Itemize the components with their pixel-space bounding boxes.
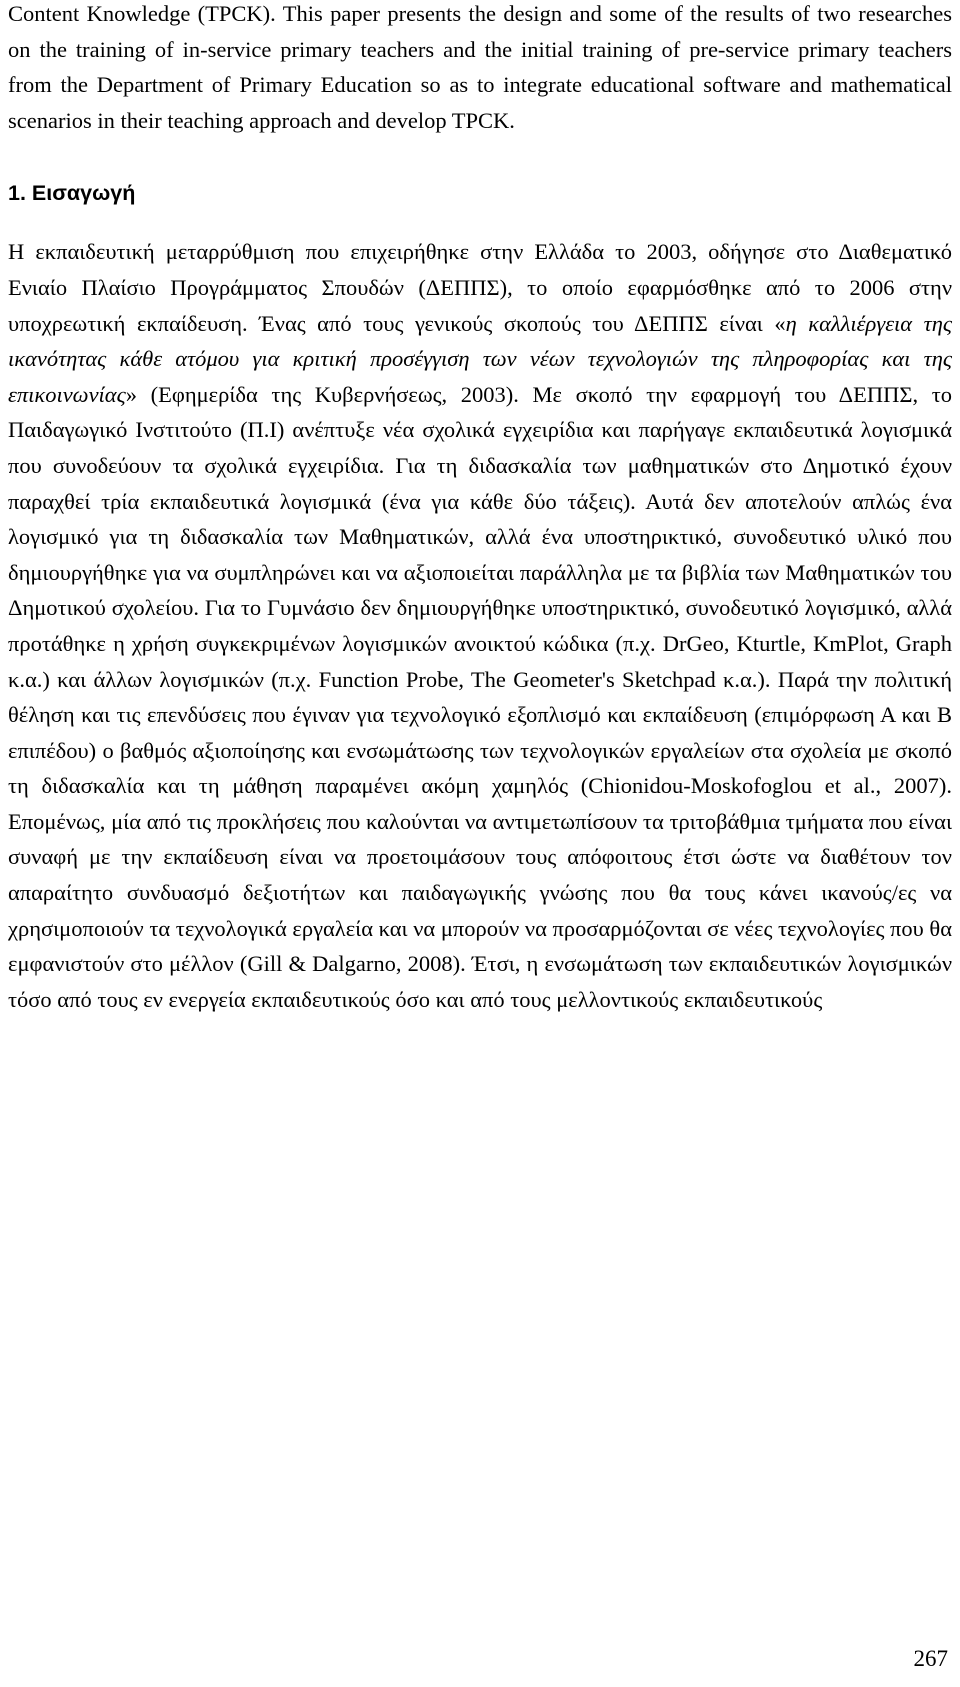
page-number: 267 xyxy=(913,1646,948,1671)
page-body xyxy=(8,0,952,1017)
intro-quote: η καλλιέργεια της ικανότητας κάθε ατόμου για κριτική προσέγγιση των νέων τεχνολογιών της πληροφορίας και της επικοινωνίας xyxy=(8,310,952,407)
abstract-paragraph: Content Knowledge (TPCK). This paper presents the design and some of the results of two researches on the training of in-service primary teachers and the initial training of pre-service primary teachers from the Department of Primary Education so as to integrate educational software and mathematical scenarios in their teaching approach and develop TPCK. xyxy=(8,1,952,133)
intro-text-part1: Η εκπαιδευτική μεταρρύθμιση που επιχειρήθηκε στην Ελλάδα το 2003, οδήγησε στο Διαθεματικό Ενιαίο Πλαίσιο Προγράμματος Σπουδών (ΔΕΠΠΣ), το οποίο εφαρμόσθηκε από το 2006 στην υποχρεωτική εκπαίδευση. Ένας από τους γενικούς σκοπούς του ΔΕΠΠΣ είναι « xyxy=(8,239,952,336)
intro-text-part2: » (Εφημερίδα της Κυβερνήσεως, 2003). Με σκοπό την εφαρμογή του ΔΕΠΠΣ, το Παιδαγωγικό Ινστιτούτο (Π.Ι) ανέπτυξε νέα σχολικά εγχειρίδια και παρήγαγε εκπαιδευτικά λογισμικά που συνοδεύουν τα σχολικά εγχειρίδια. Για τη διδασκαλία των μαθηματικών στο Δημοτικό έχουν παραχθεί τρία εκπαιδευτικά λογισμικά (ένα για κάθε δύο τάξεις). Αυτά δεν αποτελούν απλώς ένα λογισμικό για τη διδασκαλία των Μαθηματικών, αλλά ένα υποστηρικτικό, συνοδευτικό υλικό που δημιουργήθηκε για να συμπληρώνει και να αξιοποιείται παράλληλα με τα βιβλία των Μαθηματικών του Δημοτικού σχολείου. Για το Γυμνάσιο δεν δημιουργήθηκε υποστηρικτικό, συνοδευτικό λογισμικό, αλλά προτάθηκε η χρήση συγκεκριμένων λογισμικών ανοικτού κώδικα (π.χ. DrGeo, Kturtle, KmPlot, Graph κ.α.) και άλλων λογισμικών (π.χ. Function Probe, The Geometer's Sketchpad κ.α.). Παρά την πολιτική θέληση και τις επενδύσεις που έγιναν για τεχνολογικό εξοπλισμό και εκπαίδευση (επιμόρφωση Α και Β επιπέδου) ο βαθμός αξιοποίησης και ενσωμάτωσης των τεχνολογικών εργαλείων στα σχολεία με σκοπό τη διδασκαλία και τη μάθηση παραμένει ακόμη χαμηλός (Chionidou-Moskofoglou et al., 2007). Επομένως, μία από τις προκλήσεις που καλούνται να αντιμετωπίσουν τα τριτοβάθμια τμήματα που είναι συναφή με την εκπαίδευση είναι να προετοιμάσουν τους απόφοιτους έτσι ώστε να διαθέτουν τον απαραίτητο συνδυασμό δεξιοτήτων και παιδαγωγικής γνώσης που θα τους κάνει ικανούς/ες να χρησιμοποιούν τα τεχνολογικά εργαλεία και να μπορούν να προσαρμόζονται σε νέες τεχνολογίες που θα εμφανιστούν στο μέλλον (Gill & Dalgarno, 2008). Έτσι, η ενσωμάτωση των εκπαιδευτικών λογισμικών τόσο από τους εν ενεργεία εκπαιδευτικούς όσο και από τους μελλοντικούς εκπαιδευτικούς xyxy=(8,381,952,1012)
intro-paragraph xyxy=(8,234,952,1017)
section-heading: 1. Εισαγωγή xyxy=(8,181,136,206)
